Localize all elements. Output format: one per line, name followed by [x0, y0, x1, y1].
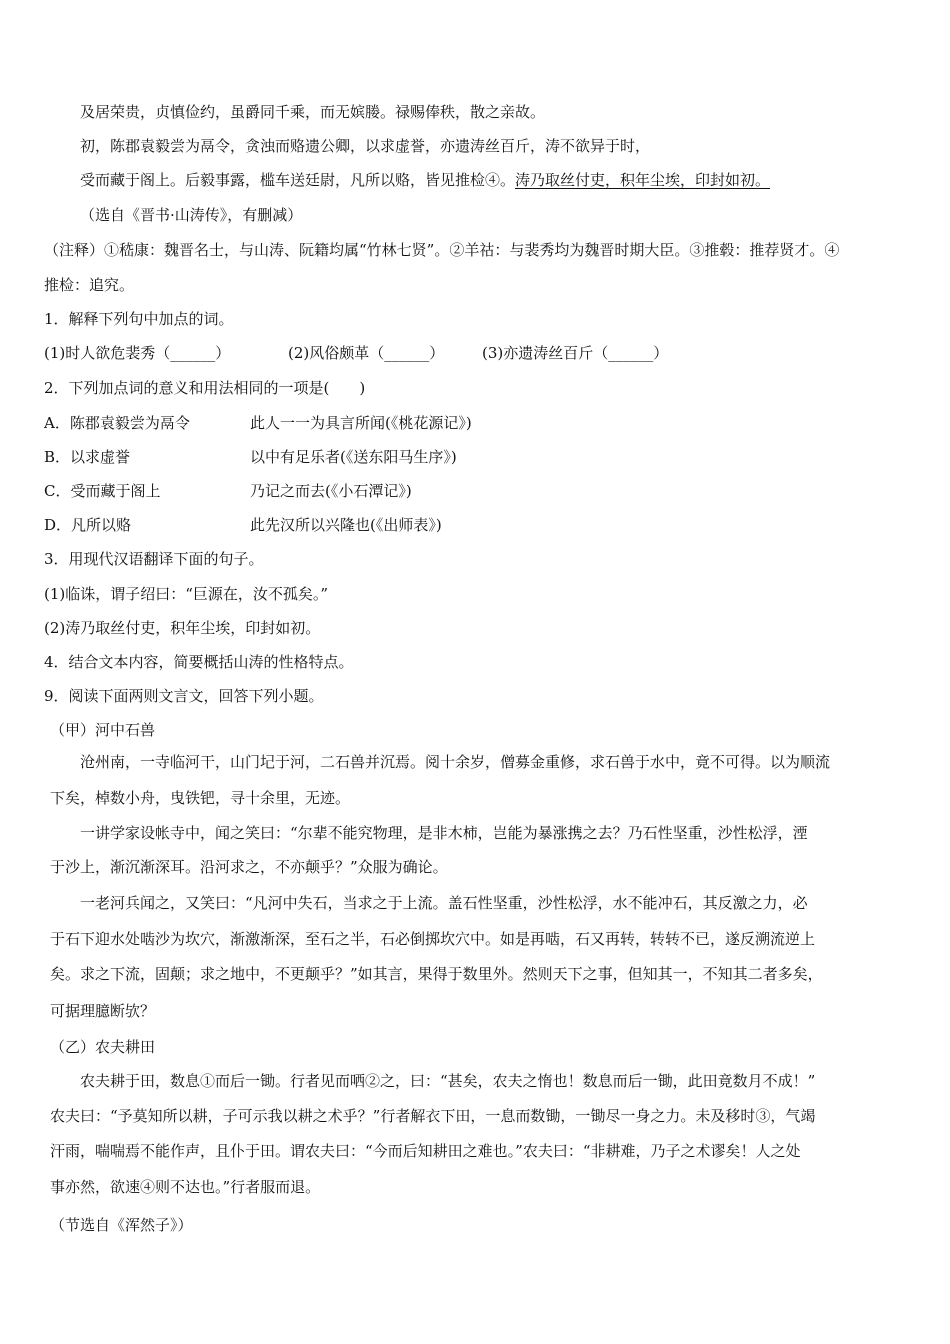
- jia-line-6: 于石下迎水处啮沙为坎穴，渐激渐深，至石之半，石必倒掷坎穴中。如是再啮，石又再转，转转不已，遂反溯流逆上: [50, 930, 816, 948]
- question-1-item-3: (3)亦遗涛丝百斤（______）: [482, 344, 669, 362]
- question-1-item-1: (1)时人欲危裴秀（______）: [44, 344, 231, 362]
- passage-source: （选自《晋书·山涛传》，有删减）: [80, 206, 303, 224]
- jia-line-2: 下矣，棹数小舟，曳铁钯，寻十余里，无迹。: [50, 789, 351, 807]
- jia-line-7: 矣。求之下流，固颠；求之地中，不更颠乎？”如其言，果得于数里外。然则天下之事，但知其一，不知其二者多矣，: [50, 965, 823, 983]
- jia-line-4: 于沙上，渐沉渐深耳。沿河求之，不亦颠乎？”众服为确论。: [50, 858, 448, 876]
- jia-line-5: 一老河兵闻之，又笑曰：“凡河中失石，当求之于上流。盖石性坚重，沙性松浮，水不能冲石，其反激之力，必: [80, 894, 808, 912]
- yi-line-4: 事亦然，欲速④则不达也。”行者服而退。: [50, 1178, 321, 1196]
- option-b-label: B．以求虚誉: [44, 448, 131, 466]
- passage-paragraph-2-line-1: 初，陈郡袁毅尝为鬲令，贪浊而赂遗公卿，以求虚誉，亦遗涛丝百斤，涛不欲异于时，: [80, 137, 651, 155]
- passage-paragraph-2-text: 受而藏于阁上。后毅事露，槛车送廷尉，凡所以赂，皆见推检④。: [80, 171, 516, 189]
- option-c-ref: 乃记之而去(《小石潭记》): [250, 482, 412, 500]
- question-1-item-2: (2)风俗颇革（______）: [288, 344, 445, 362]
- passage-paragraph-2-line-2: [80, 170, 770, 190]
- question-3-item-2: (2)涛乃取丝付吏，积年尘埃，印封如初。: [44, 619, 321, 637]
- option-c-label: C．受而藏于阁上: [44, 482, 161, 500]
- yi-source: （节选自《浑然子》）: [50, 1216, 193, 1234]
- underlined-sentence: 涛乃取丝付吏，积年尘埃，印封如初。: [515, 171, 771, 189]
- jia-line-1: 沧州南，一寺临河干，山门圮于河，二石兽并沉焉。阅十余岁，僧募金重修，求石兽于水中，竟不可得。以为顺流: [80, 753, 831, 771]
- jia-line-3: 一讲学家设帐寺中，闻之笑曰：“尔辈不能究物理，是非木柿，岂能为暴涨携之去？乃石性坚重，沙性松浮，湮: [80, 824, 808, 842]
- question-4-stem: 4．结合文本内容，简要概括山涛的性格特点。: [44, 653, 354, 671]
- yi-line-1: 农夫耕于田，数息①而后一锄。行者见而哂②之，曰：“甚矣，农夫之惰也！数息而后一锄，此田竟数月不成！”: [80, 1072, 816, 1090]
- question-2-stem: 2．下列加点词的意义和用法相同的一项是( ): [44, 379, 366, 397]
- option-d-label: D．凡所以赂: [44, 516, 132, 534]
- question-3-item-1: (1)临诛，谓子绍曰：“巨源在，汝不孤矣。”: [44, 585, 329, 603]
- yi-line-2: 农夫曰：“予莫知所以耕，子可示我以耕之术乎？”行者解衣下田，一息而数锄，一锄尽一身之力。未及移时③，气竭: [50, 1107, 816, 1125]
- notes-line-2: 推检：追究。: [44, 276, 135, 294]
- option-d-ref: 此先汉所以兴隆也(《出师表》): [250, 516, 442, 534]
- yi-title: （乙）农夫耕田: [50, 1038, 156, 1056]
- option-b-ref: 以中有足乐者(《送东阳马生序》): [250, 448, 457, 466]
- question-1-stem: 1．解释下列句中加点的词。: [44, 310, 234, 328]
- notes-line-1: （注释）①嵇康：魏晋名士，与山涛、阮籍均属“竹林七贤”。②羊祜：与裴秀均为魏晋时期大臣。③推毂：推荐贤才。④: [44, 241, 840, 259]
- jia-line-8: 可据理臆断欤？: [50, 1002, 156, 1020]
- option-a-label: A．陈郡袁毅尝为鬲令: [44, 414, 190, 432]
- question-3-stem: 3．用现代汉语翻译下面的句子。: [44, 550, 264, 568]
- option-a-ref: 此人一一为具言所闻(《桃花源记》): [250, 414, 472, 432]
- jia-title: （甲）河中石兽: [50, 721, 156, 739]
- yi-line-3: 汗雨，喘喘焉不能作声，且仆于田。谓农夫曰：“今而后知耕田之难也。”农夫曰：“非耕难，乃子之术谬矣！人之处: [50, 1142, 801, 1160]
- question-9-stem: 9．阅读下面两则文言文，回答下列小题。: [44, 687, 324, 705]
- passage-paragraph-1: 及居荣贵，贞慎俭约，虽爵同千乘，而无嫔媵。禄赐俸秩，散之亲故。: [80, 103, 546, 121]
